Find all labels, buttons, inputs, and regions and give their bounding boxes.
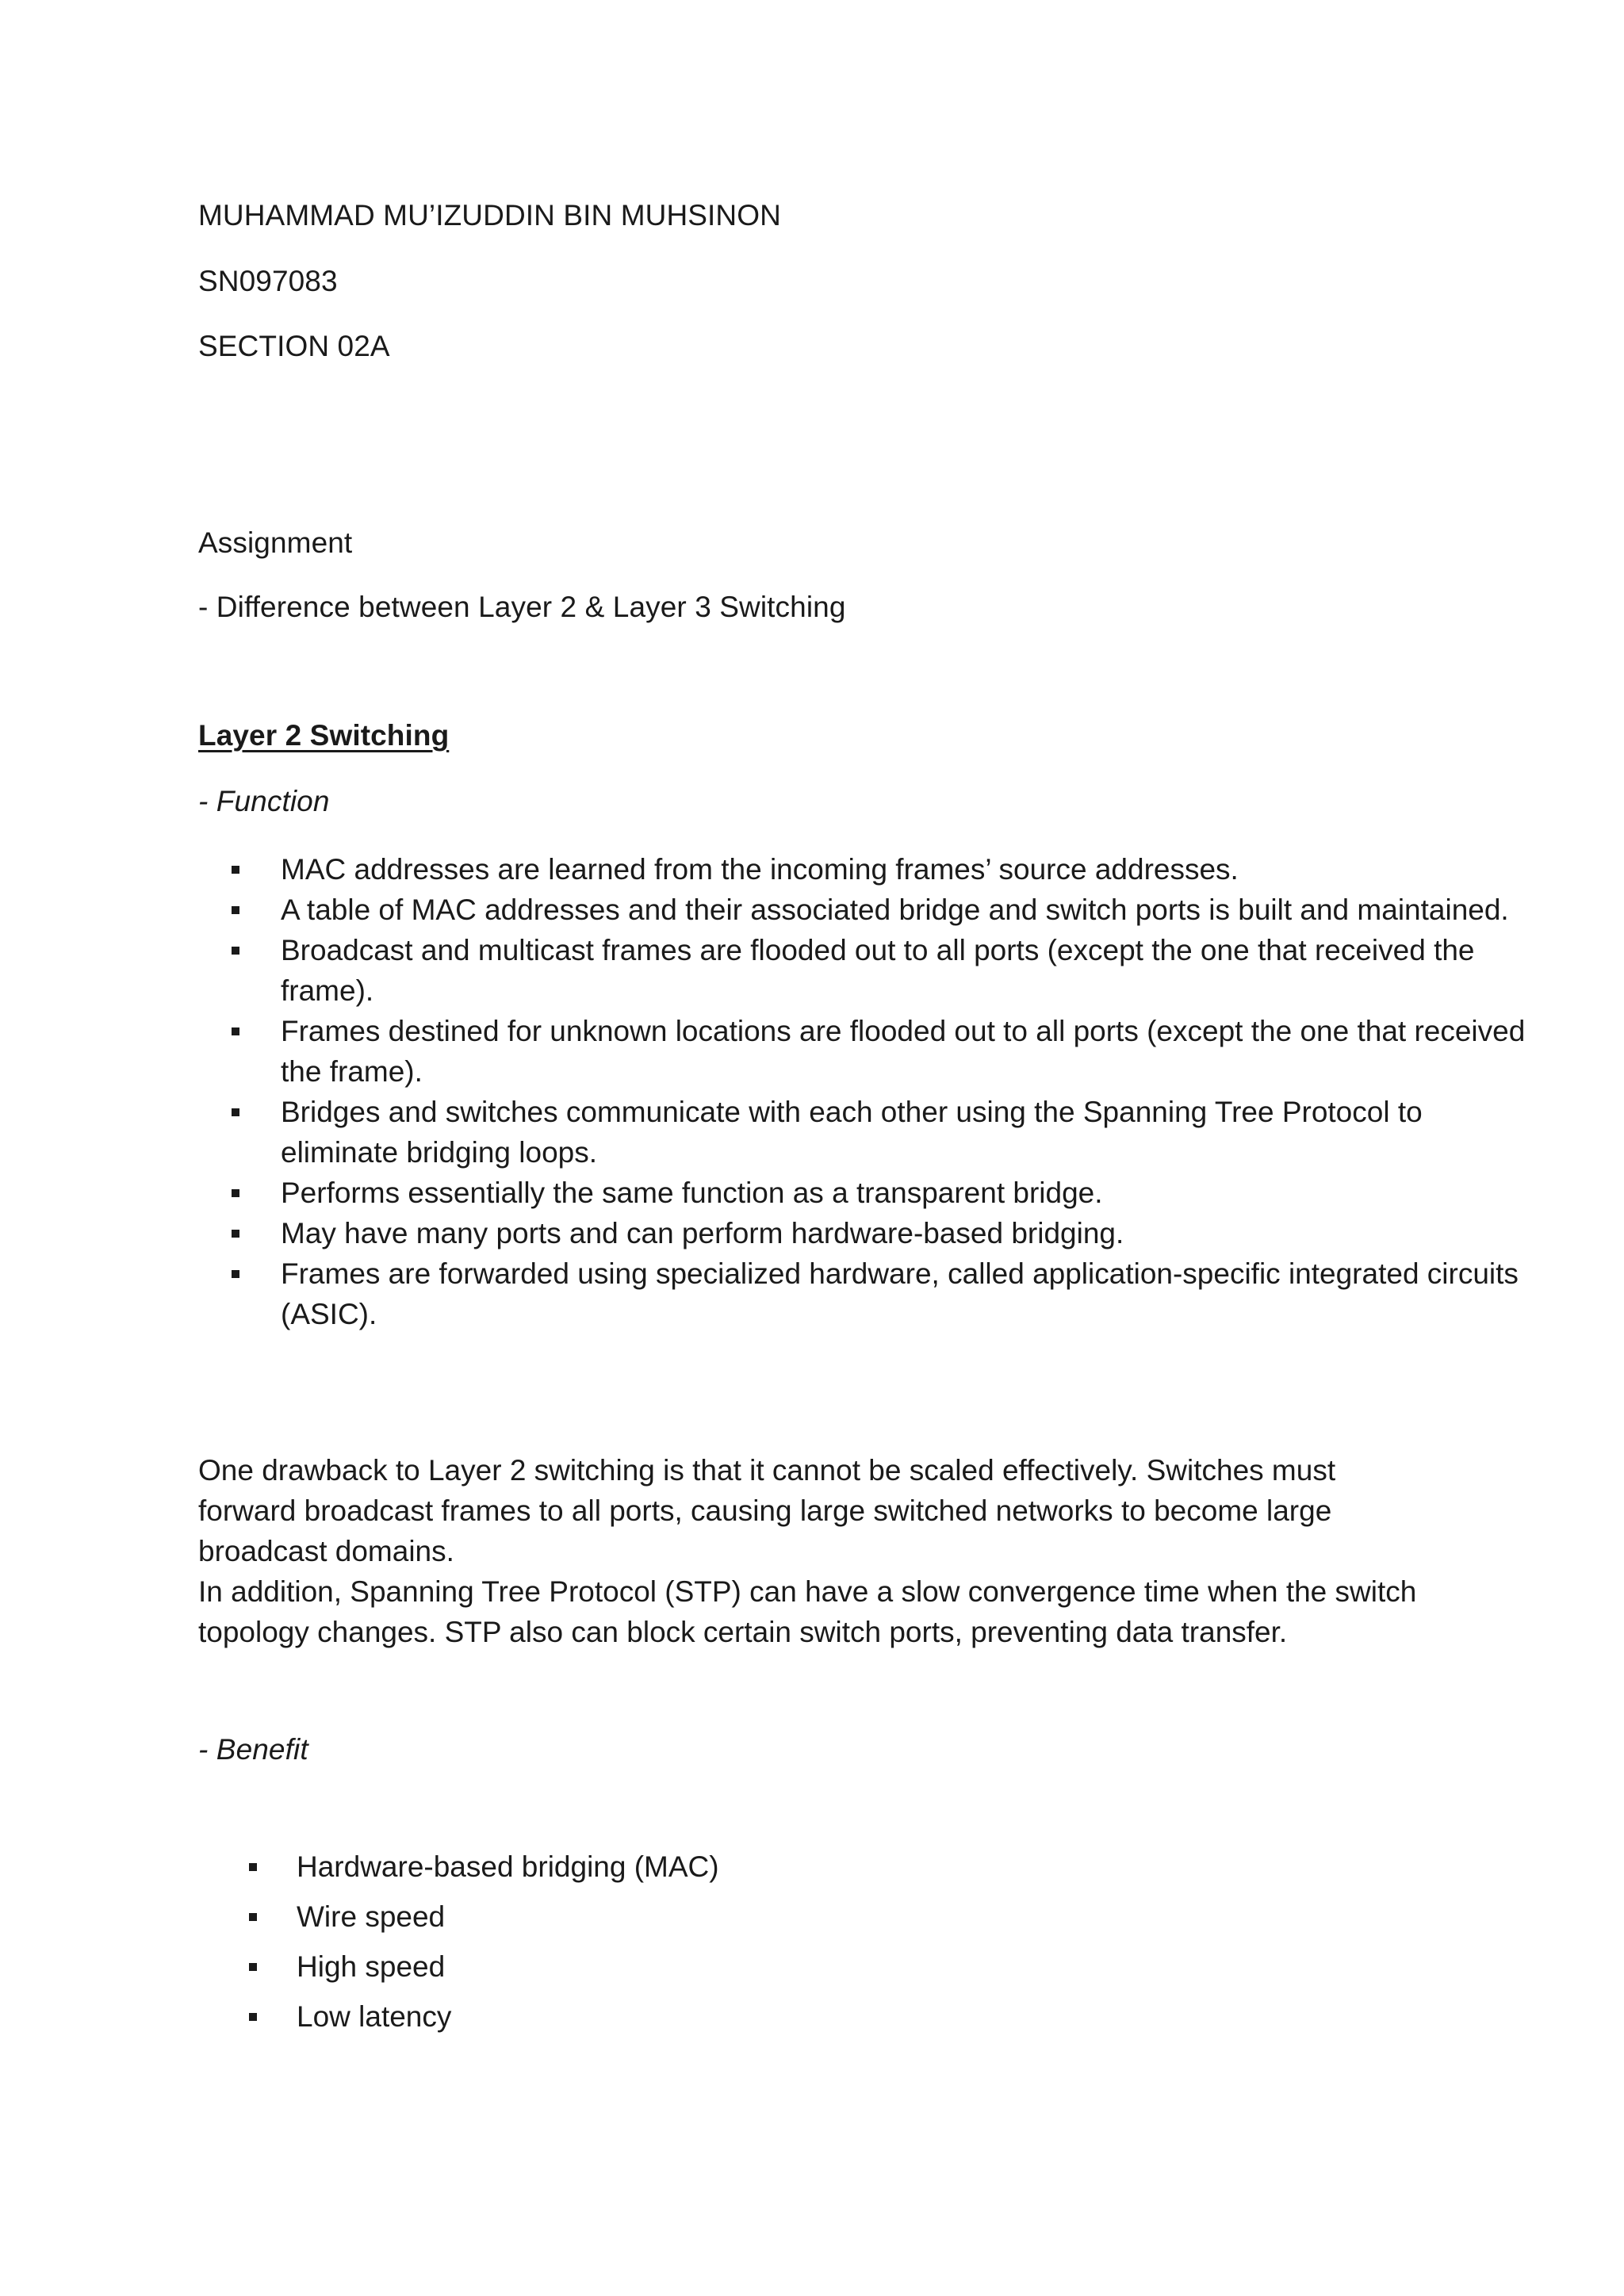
bullet-square-icon — [232, 1230, 239, 1238]
benefit-label: - Benefit — [198, 1733, 308, 1766]
list-item: May have many ports and can perform hardware-based bridging. — [198, 1213, 1530, 1253]
bullet-square-icon — [249, 2013, 257, 2021]
list-item: Wire speed — [198, 1892, 1530, 1942]
section-label: SECTION 02A — [198, 330, 390, 362]
bullet-square-icon — [249, 1913, 257, 1921]
list-item: Performs essentially the same function as a transparent bridge. — [198, 1173, 1530, 1213]
bullet-square-icon — [249, 1963, 257, 1971]
list-item: Bridges and switches communicate with each other using the Spanning Tree Protocol to eliminate bridging loops. — [198, 1092, 1530, 1173]
bullet-square-icon — [232, 1108, 239, 1116]
bullet-square-icon — [232, 906, 239, 914]
list-item: Frames destined for unknown locations are flooded out to all ports (except the one that received the frame). — [198, 1011, 1530, 1092]
function-label: - Function — [198, 785, 330, 817]
list-item: Broadcast and multicast frames are flooded out to all ports (except the one that received the frame). — [198, 930, 1530, 1011]
bullet-square-icon — [232, 866, 239, 874]
bullet-square-icon — [232, 947, 239, 955]
bullet-square-icon — [232, 1189, 239, 1197]
benefit-list — [198, 1842, 1530, 2042]
assignment-label: Assignment — [198, 526, 353, 559]
function-list — [198, 849, 1530, 1334]
assignment-topic: - Difference between Layer 2 & Layer 3 Switching — [198, 591, 846, 623]
list-item: Low latency — [198, 1992, 1530, 2042]
student-name: MUHAMMAD MU’IZUDDIN BIN MUHSINON — [198, 199, 781, 232]
list-item: Frames are forwarded using specialized hardware, called application-specific integrated circuits (ASIC). — [198, 1253, 1530, 1334]
layer2-heading: Layer 2 Switching — [198, 719, 450, 752]
drawback-paragraph: One drawback to Layer 2 switching is that it cannot be scaled effectively. Switches must forward broadcast frames to all ports, causing large switched networks to become large broadcast domains. — [198, 1454, 1336, 1567]
list-item: MAC addresses are learned from the incoming frames’ source addresses. — [198, 849, 1530, 890]
list-item: A table of MAC addresses and their associated bridge and switch ports is built and maintained. — [198, 890, 1530, 930]
bullet-square-icon — [249, 1863, 257, 1871]
bullet-square-icon — [232, 1270, 239, 1278]
student-id: SN097083 — [198, 265, 338, 297]
list-item: Hardware-based bridging (MAC) — [198, 1842, 1530, 1892]
list-item: High speed — [198, 1942, 1530, 1992]
stp-paragraph: In addition, Spanning Tree Protocol (STP) can have a slow convergence time when the switch topology changes. STP also can block certain switch ports, preventing data transfer. — [198, 1575, 1417, 1648]
bullet-square-icon — [232, 1027, 239, 1035]
